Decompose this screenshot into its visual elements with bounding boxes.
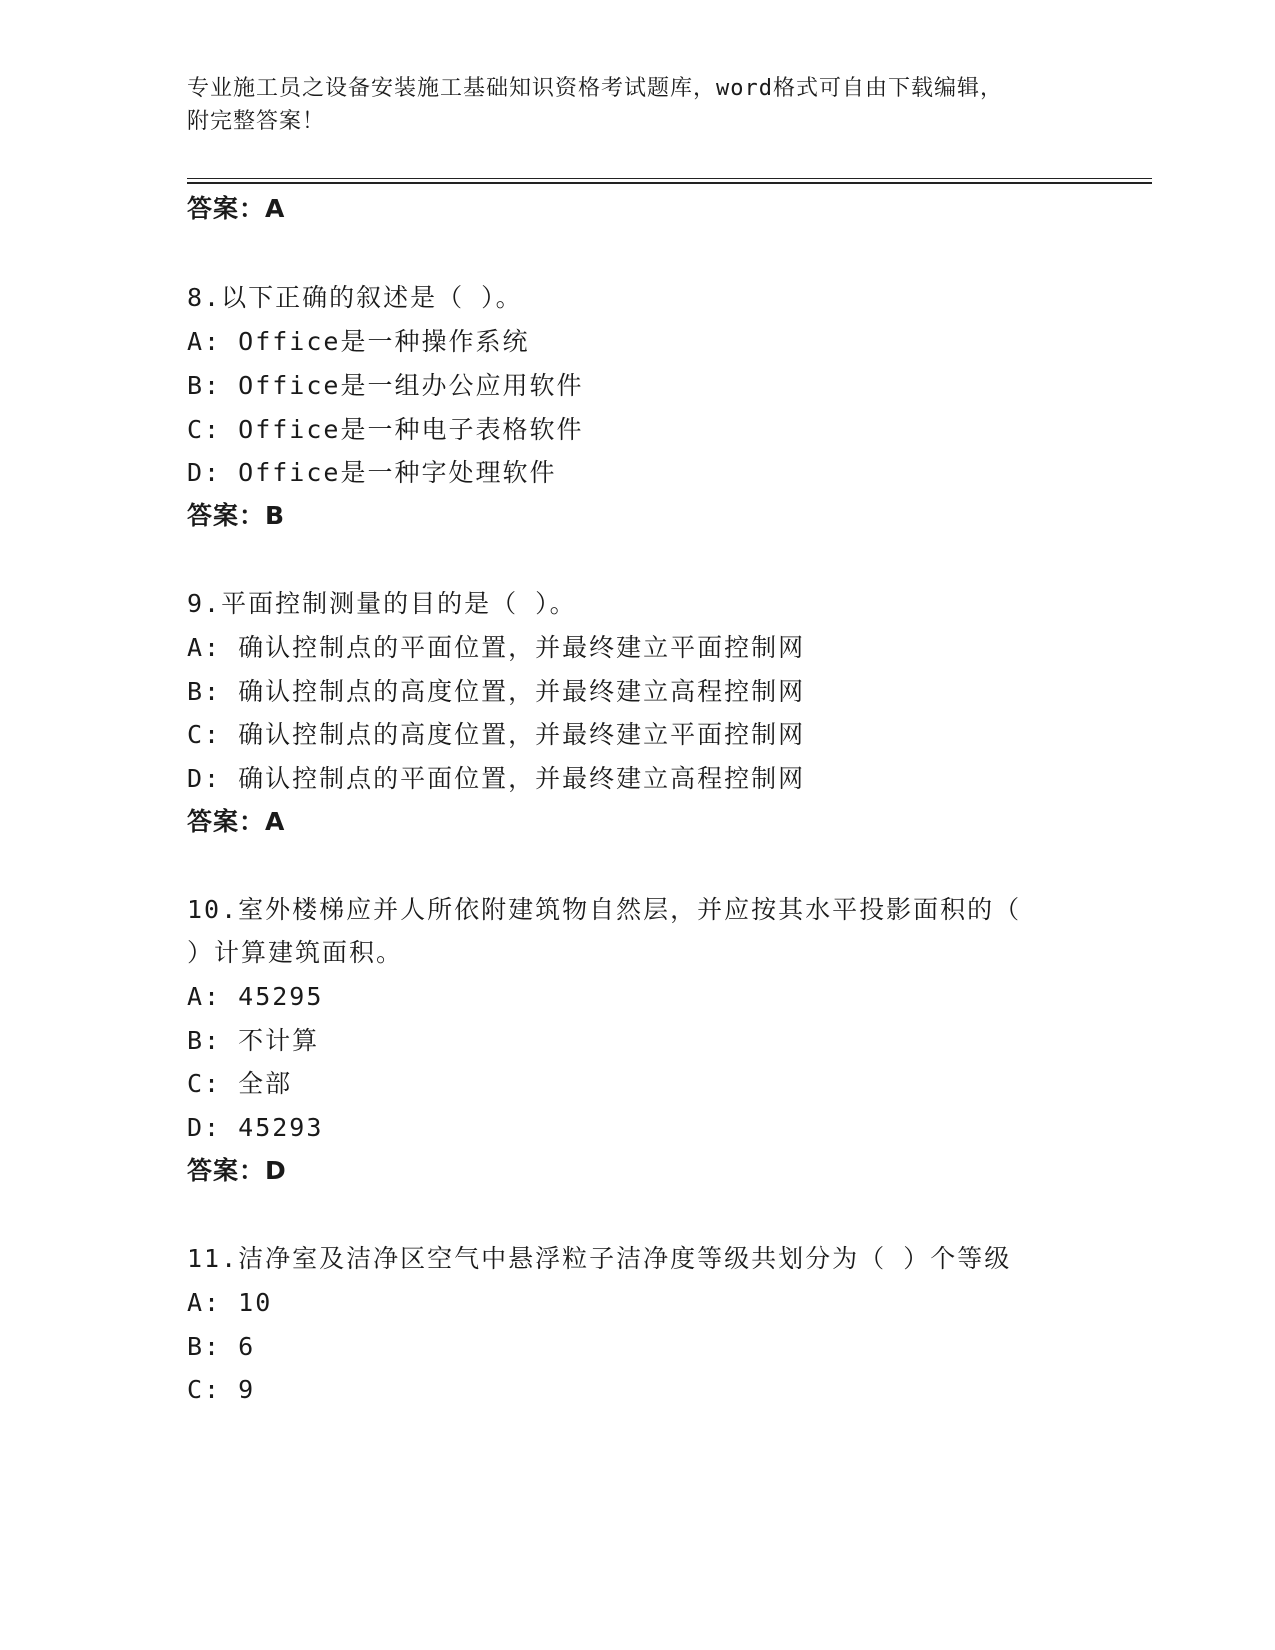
question-11-option-c: C: 9 xyxy=(187,1375,256,1404)
question-9-option-a: A: 确认控制点的平面位置，并最终建立平面控制网 xyxy=(187,633,806,662)
answer-q8: 答案：B xyxy=(187,501,286,530)
question-8-option-c: C: Office是一种电子表格软件 xyxy=(187,415,584,444)
question-8-option-d: D: Office是一种字处理软件 xyxy=(187,458,557,487)
question-10-option-b: B: 不计算 xyxy=(187,1026,320,1055)
question-9-option-c: C: 确认控制点的高度位置，并最终建立平面控制网 xyxy=(187,720,806,749)
question-9-option-b: B: 确认控制点的高度位置，并最终建立高程控制网 xyxy=(187,677,806,706)
question-10-stem-line-1: 10.室外楼梯应并人所依附建筑物自然层，并应按其水平投影面积的（ xyxy=(187,895,1022,924)
header-divider-thin xyxy=(187,178,1152,179)
question-9-stem: 9.平面控制测量的目的是（ ）。 xyxy=(187,589,577,618)
question-9-option-d: D: 确认控制点的平面位置，并最终建立高程控制网 xyxy=(187,764,806,793)
question-11-stem: 11.洁净室及洁净区空气中悬浮粒子洁净度等级共划分为（ ）个等级 xyxy=(187,1244,1012,1273)
question-8-option-a: A: Office是一种操作系统 xyxy=(187,327,530,356)
question-10-stem-line-2: ）计算建筑面积。 xyxy=(187,938,404,967)
question-8-option-b: B: Office是一组办公应用软件 xyxy=(187,371,584,400)
question-10-option-c: C: 全部 xyxy=(187,1069,293,1098)
header-line-2: 附完整答案！ xyxy=(187,109,326,134)
answer-q9: 答案：A xyxy=(187,807,286,836)
question-11-option-a: A: 10 xyxy=(187,1288,273,1317)
question-11-option-b: B: 6 xyxy=(187,1332,256,1361)
question-10-option-d: D: 45293 xyxy=(187,1113,324,1142)
question-8-stem: 8.以下正确的叙述是（ ）。 xyxy=(187,283,523,312)
header-divider-thick xyxy=(187,182,1152,184)
answer-q7: 答案：A xyxy=(187,194,286,223)
answer-q10: 答案：D xyxy=(187,1156,287,1185)
header-line-1: 专业施工员之设备安装施工基础知识资格考试题库，word格式可自由下载编辑， xyxy=(187,76,1003,101)
document-header xyxy=(187,72,1087,138)
question-10-option-a: A: 45295 xyxy=(187,982,324,1011)
